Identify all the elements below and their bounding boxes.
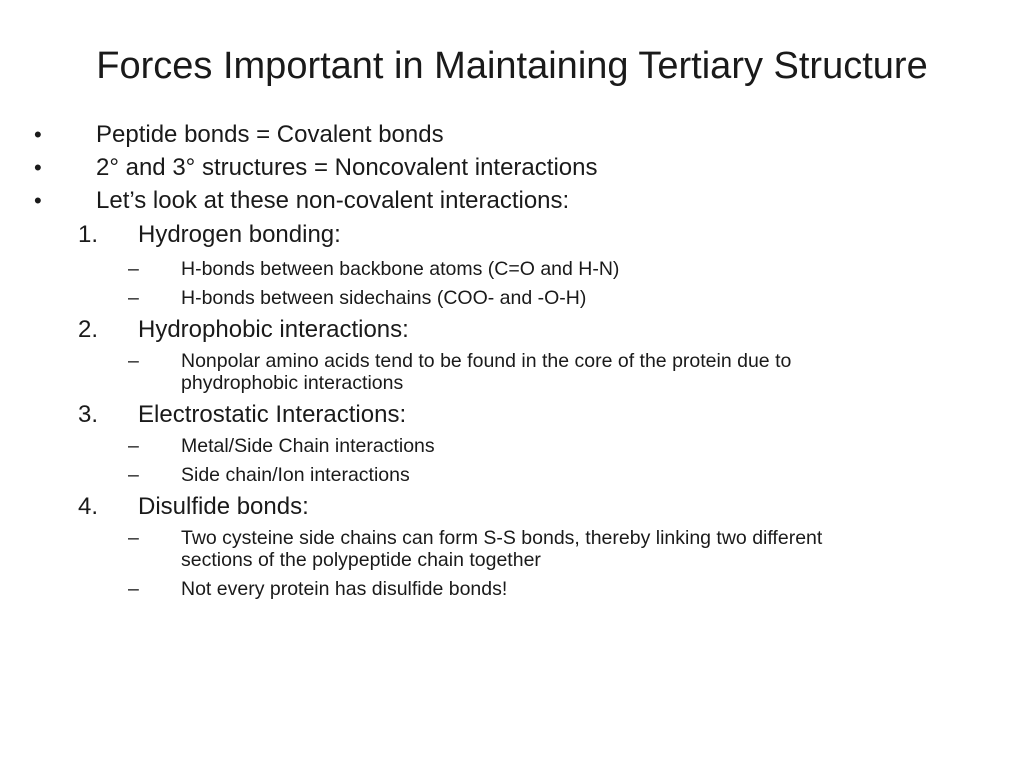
section-heading: Hydrogen bonding:: [138, 221, 341, 248]
sub-item-text: H-bonds between sidechains (COO- and -O-H): [181, 287, 587, 309]
sub-item-text: Two cysteine side chains can form S-S bonds, thereby linking two different: [181, 527, 823, 549]
sub-item-text: Not every protein has disulfide bonds!: [181, 578, 508, 600]
sub-item-text: H-bonds between backbone atoms (C=O and H-N): [181, 258, 620, 280]
sub-item-text: phydrophobic interactions: [181, 372, 404, 394]
dash-marker: –: [128, 287, 139, 309]
bullet-marker: •: [34, 122, 42, 147]
dash-marker: –: [128, 258, 139, 280]
section-number: 3.: [78, 401, 99, 428]
bullet-marker: •: [34, 155, 42, 180]
dash-marker: –: [128, 464, 139, 486]
section-heading: Electrostatic Interactions:: [138, 401, 407, 428]
dash-marker: –: [128, 350, 139, 372]
dash-marker: –: [128, 435, 139, 457]
section-heading: Hydrophobic interactions:: [138, 316, 409, 343]
bullet-text: 2° and 3° structures = Noncovalent interactions: [96, 154, 598, 181]
dash-marker: –: [128, 527, 139, 549]
bullet-text: Peptide bonds = Covalent bonds: [96, 121, 444, 148]
section-number: 1.: [78, 221, 99, 248]
dash-marker: –: [128, 578, 139, 600]
bullet-marker: •: [34, 188, 42, 213]
slide-title: Forces Important in Maintaining Tertiary Structure: [96, 45, 928, 87]
sub-item-text: Metal/Side Chain interactions: [181, 435, 435, 457]
section-number: 2.: [78, 316, 99, 343]
section-number: 4.: [78, 493, 99, 520]
sub-item-text: sections of the polypeptide chain together: [181, 549, 541, 571]
sub-item-text: Side chain/Ion interactions: [181, 464, 410, 486]
section-heading: Disulfide bonds:: [138, 493, 309, 520]
bullet-text: Let’s look at these non-covalent interactions:: [96, 187, 570, 214]
sub-item-text: Nonpolar amino acids tend to be found in the core of the protein due to: [181, 350, 792, 372]
